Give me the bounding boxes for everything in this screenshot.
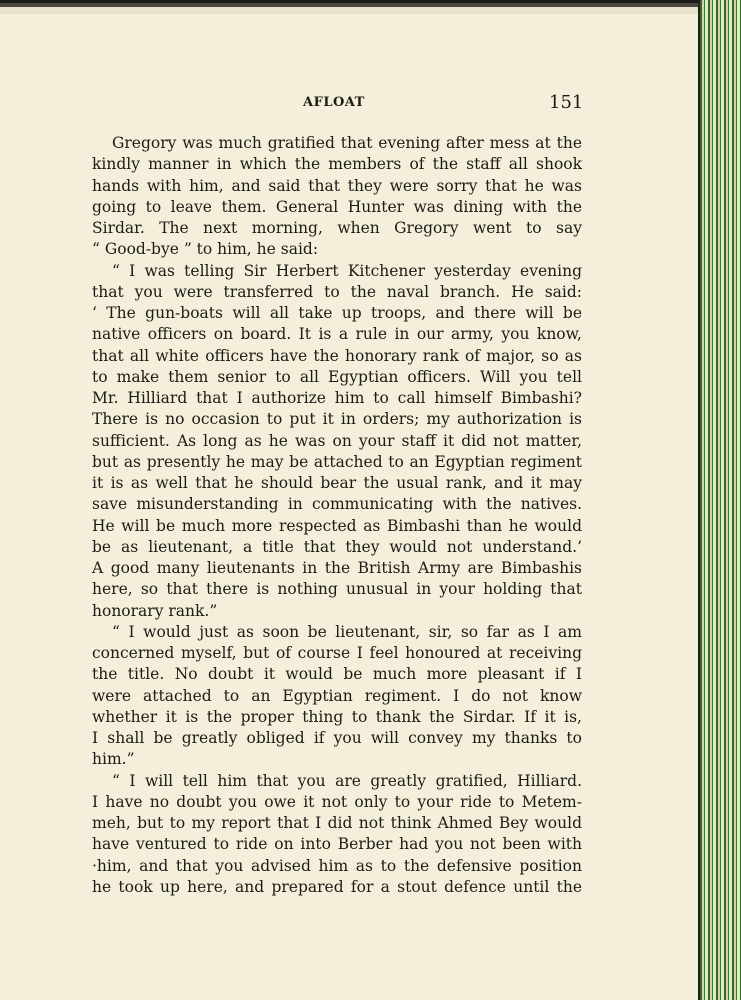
text-line: be as lieutenant, a title that they would not understand.’: [92, 537, 582, 556]
text-line: have ventured to ride on into Berber had you not been with: [92, 835, 582, 854]
text-line: that all white officers have the honorary rank of major, so as: [92, 346, 582, 365]
text-line: sufficient. As long as he was on your staff it did not matter,: [92, 431, 582, 450]
text-line: “ I will tell him that you are greatly gratified, Hilliard.: [112, 771, 582, 790]
text-line: concerned myself, but of course I feel honoured at receiving: [92, 644, 582, 662]
text-line: kindly manner in which the members of the staff all shook: [92, 155, 582, 174]
text-line: whether it is the proper thing to thank the Sirdar. If it is,: [92, 707, 582, 726]
text-line: he took up here, and prepared for a stout defence until the: [92, 877, 582, 896]
text-line: A good many lieutenants in the British Army are Bimbashis: [92, 559, 582, 577]
text-line: meh, but to my report that I did not think Ahmed Bey would: [92, 814, 582, 832]
text-line: hands with him, and said that they were sorry that he was: [92, 176, 582, 195]
text-line: ·him, and that you advised him as to the defensive position: [92, 856, 582, 875]
page-edges: [698, 0, 741, 1000]
text-line: Sirdar. The next morning, when Gregory went to say: [92, 219, 582, 237]
text-line: Gregory was much gratified that evening after mess at the: [112, 134, 582, 152]
text-line: ‘ The gun-boats will all take up troops, and there will be: [92, 304, 582, 322]
text-line: that you were transferred to the naval branch. He said:: [92, 282, 582, 301]
text-line: going to leave them. General Hunter was dining with the: [92, 197, 582, 216]
text-line: “ I was telling Sir Herbert Kitchener yesterday evening: [112, 261, 582, 280]
text-line: I shall be greatly obliged if you will convey my thanks to: [92, 729, 582, 747]
text-line: the title. No doubt it would be much more pleasant if I: [92, 665, 582, 684]
page-header: [0, 92, 700, 116]
text-line: to make them senior to all Egyptian officers. Will you tell: [92, 367, 582, 386]
text-line: but as presently he may be attached to an Egyptian regiment: [92, 452, 582, 471]
text-line: it is as well that he should bear the usual rank, and it may: [92, 474, 582, 492]
text-line: “ Good-bye ” to him, he said:: [92, 240, 319, 259]
text-line: him.”: [92, 750, 135, 769]
text-line: native officers on board. It is a rule in our army, you know,: [92, 325, 582, 344]
text-line: honorary rank.”: [92, 601, 218, 620]
text-line: here, so that there is nothing unusual in your holding that: [92, 580, 582, 599]
text-line: He will be much more respected as Bimbashi than he would: [92, 516, 582, 535]
text-line: save misunderstanding in communicating with the natives.: [92, 495, 582, 514]
text-line: I have no doubt you owe it not only to your ride to Metem-: [92, 792, 582, 811]
book-top-edge: [0, 0, 741, 14]
body-text: [92, 133, 582, 898]
text-line: were attached to an Egyptian regiment. I do not know: [92, 686, 582, 705]
running-head: AFLOAT: [303, 95, 365, 110]
text-line: “ I would just as soon be lieutenant, sir, so far as I am: [112, 622, 582, 641]
page-number: 151: [549, 92, 584, 113]
text-line: There is no occasion to put it in orders; my authorization is: [92, 410, 582, 429]
text-line: Mr. Hilliard that I authorize him to call himself Bimbashi?: [92, 389, 582, 407]
